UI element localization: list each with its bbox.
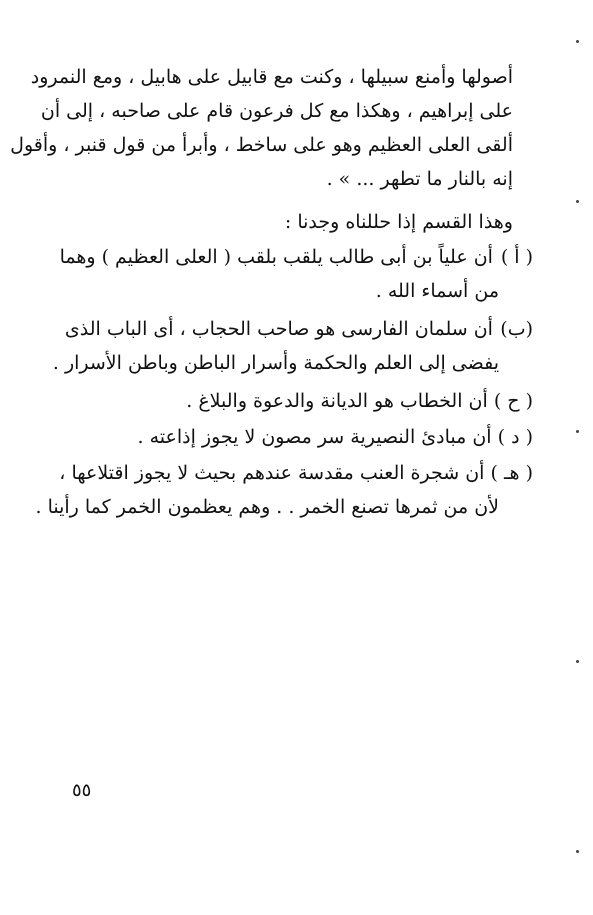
page-number: ٥٥	[72, 780, 92, 801]
list-item-text: من أسماء الله .	[375, 280, 499, 302]
text-line: على إبراهيم ، وهكذا مع كل فرعون قام على صاحبه ، إلى أن	[40, 100, 513, 122]
page-edge-mark	[576, 850, 579, 853]
list-item-marker: ( د )	[497, 426, 533, 448]
list-item-marker: ( ح )	[493, 390, 533, 412]
list-item-marker: ( هـ )	[490, 462, 533, 484]
list-item-e	[35, 456, 533, 524]
list-item-text: أن علياً بن أبى طالب يلقب بلقب ( العلى العظيم ) وهما	[59, 246, 493, 268]
list-item-a	[40, 240, 533, 308]
paragraph-lead	[40, 205, 513, 239]
list-item-text: أن سلمان الفارسى هو صاحب الحجاب ، أى الباب الذى	[64, 318, 493, 340]
text-line: وهذا القسم إذا حللناه وجدنا :	[284, 211, 513, 233]
text-line: ألقى العلى العظيم وهو على ساخط ، وأبرأ من قول قنبر ، وأقول	[10, 134, 513, 156]
page-edge-mark	[576, 40, 579, 43]
text-line: أصولها وأمنع سبيلها ، وكنت مع قابيل على هابيل ، ومع النمرود	[30, 66, 513, 88]
list-item-marker: (ب)	[500, 318, 533, 340]
text-line: إنه بالنار ما تطهر ... » .	[326, 168, 513, 190]
list-item-text: يفضى إلى العلم والحكمة وأسرار الباطن وباطن الأسرار .	[52, 352, 499, 374]
list-item-marker: ( أ )	[500, 246, 533, 268]
list-item-text: لأن من ثمرها تصنع الخمر . . وهم يعظمون الخمر كما رأينا .	[35, 496, 499, 518]
list-item-text: أن الخطاب هو الديانة والدعوة والبلاغ .	[186, 390, 488, 412]
list-item-text: أن مبادئ النصيرية سر مصون لا يجوز إذاعته .	[137, 426, 492, 448]
list-item-c	[40, 384, 533, 418]
list-item-d	[40, 420, 533, 454]
page-edge-mark	[576, 200, 579, 203]
paragraph-intro	[10, 60, 513, 196]
list-item-text: أن شجرة العنب مقدسة عندهم بحيث لا يجوز اقتلاعها ،	[59, 462, 485, 484]
page-edge-mark	[576, 660, 579, 663]
list-item-b	[40, 312, 533, 380]
page-edge-mark	[576, 430, 579, 433]
